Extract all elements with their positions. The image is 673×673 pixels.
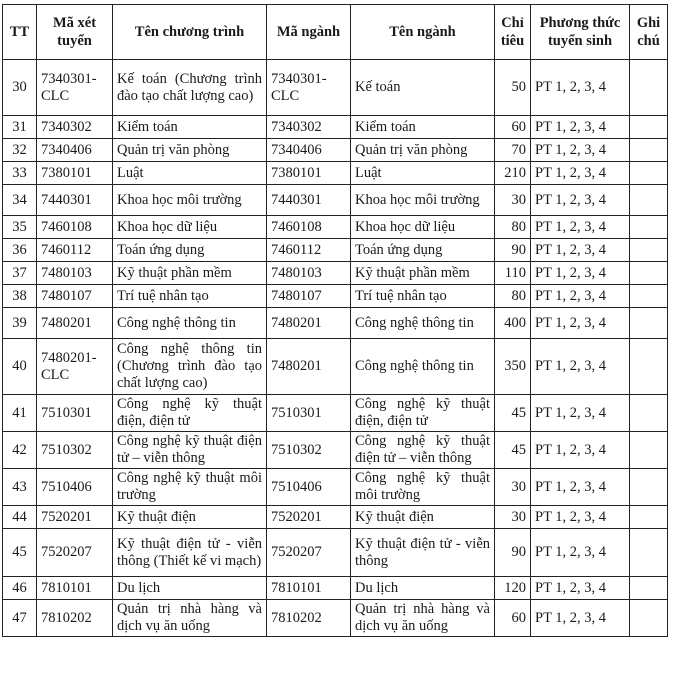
cell-major-name: Khoa học môi trường — [351, 185, 495, 216]
cell-quota: 45 — [495, 432, 531, 469]
cell-quota: 80 — [495, 285, 531, 308]
cell-note — [630, 432, 668, 469]
table-row — [3, 185, 668, 216]
cell-major-code: 7480107 — [267, 285, 351, 308]
cell-major-code: 7460112 — [267, 239, 351, 262]
cell-note — [630, 239, 668, 262]
cell-program-name: Công nghệ thông tin — [113, 308, 267, 339]
cell-program-name: Kỹ thuật phần mềm — [113, 262, 267, 285]
cell-admission-code: 7460108 — [37, 216, 113, 239]
cell-major-name: Toán ứng dụng — [351, 239, 495, 262]
cell-note — [630, 469, 668, 506]
cell-quota: 80 — [495, 216, 531, 239]
cell-admission-code: 7810101 — [37, 577, 113, 600]
table-row — [3, 60, 668, 116]
cell-tt: 40 — [3, 339, 37, 395]
table-row — [3, 395, 668, 432]
cell-major-name: Luật — [351, 162, 495, 185]
cell-quota: 110 — [495, 262, 531, 285]
table-row — [3, 116, 668, 139]
cell-tt: 31 — [3, 116, 37, 139]
cell-tt: 43 — [3, 469, 37, 506]
cell-major-name: Kỹ thuật điện tử - viễn thông — [351, 529, 495, 577]
cell-admission-code: 7520207 — [37, 529, 113, 577]
cell-admission-method: PT 1, 2, 3, 4 — [531, 139, 630, 162]
cell-tt: 45 — [3, 529, 37, 577]
cell-program-name: Công nghệ kỹ thuật điện tử – viễn thông — [113, 432, 267, 469]
cell-tt: 36 — [3, 239, 37, 262]
cell-note — [630, 339, 668, 395]
cell-major-name: Trí tuệ nhân tạo — [351, 285, 495, 308]
cell-tt: 46 — [3, 577, 37, 600]
cell-major-name: Kỹ thuật phần mềm — [351, 262, 495, 285]
cell-note — [630, 60, 668, 116]
cell-admission-method: PT 1, 2, 3, 4 — [531, 308, 630, 339]
cell-admission-code: 7340406 — [37, 139, 113, 162]
cell-tt: 32 — [3, 139, 37, 162]
cell-tt: 30 — [3, 60, 37, 116]
cell-program-name: Khoa học dữ liệu — [113, 216, 267, 239]
cell-major-name: Công nghệ kỹ thuật điện, điện tử — [351, 395, 495, 432]
cell-quota: 60 — [495, 600, 531, 637]
cell-program-name: Kế toán (Chương trình đào tạo chất lượng cao) — [113, 60, 267, 116]
cell-program-name: Kỹ thuật điện — [113, 506, 267, 529]
cell-major-name: Khoa học dữ liệu — [351, 216, 495, 239]
cell-tt: 47 — [3, 600, 37, 637]
header-major-name: Tên ngành — [351, 5, 495, 60]
cell-admission-method: PT 1, 2, 3, 4 — [531, 60, 630, 116]
cell-admission-code: 7340302 — [37, 116, 113, 139]
cell-admission-method: PT 1, 2, 3, 4 — [531, 185, 630, 216]
header-note: Ghi chú — [630, 5, 668, 60]
cell-admission-method: PT 1, 2, 3, 4 — [531, 529, 630, 577]
cell-admission-method: PT 1, 2, 3, 4 — [531, 262, 630, 285]
cell-major-name: Kế toán — [351, 60, 495, 116]
cell-program-name: Luật — [113, 162, 267, 185]
cell-admission-method: PT 1, 2, 3, 4 — [531, 432, 630, 469]
cell-major-name: Công nghệ kỹ thuật điện tử – viễn thông — [351, 432, 495, 469]
cell-tt: 33 — [3, 162, 37, 185]
cell-tt: 37 — [3, 262, 37, 285]
cell-tt: 44 — [3, 506, 37, 529]
table-body — [3, 60, 668, 637]
cell-admission-method: PT 1, 2, 3, 4 — [531, 506, 630, 529]
table-row — [3, 308, 668, 339]
cell-quota: 90 — [495, 239, 531, 262]
admissions-table — [2, 4, 668, 637]
cell-program-name: Toán ứng dụng — [113, 239, 267, 262]
cell-major-code: 7480103 — [267, 262, 351, 285]
cell-note — [630, 529, 668, 577]
cell-note — [630, 139, 668, 162]
cell-quota: 50 — [495, 60, 531, 116]
cell-major-code: 7440301 — [267, 185, 351, 216]
cell-major-name: Quản trị văn phòng — [351, 139, 495, 162]
cell-major-name: Công nghệ thông tin — [351, 339, 495, 395]
table-row — [3, 216, 668, 239]
cell-program-name: Du lịch — [113, 577, 267, 600]
cell-admission-method: PT 1, 2, 3, 4 — [531, 162, 630, 185]
cell-major-name: Công nghệ kỹ thuật môi trường — [351, 469, 495, 506]
cell-major-code: 7810101 — [267, 577, 351, 600]
cell-admission-method: PT 1, 2, 3, 4 — [531, 600, 630, 637]
cell-admission-method: PT 1, 2, 3, 4 — [531, 116, 630, 139]
cell-quota: 70 — [495, 139, 531, 162]
cell-program-name: Công nghệ kỹ thuật môi trường — [113, 469, 267, 506]
cell-admission-code: 7340301-CLC — [37, 60, 113, 116]
cell-note — [630, 308, 668, 339]
cell-admission-code: 7510301 — [37, 395, 113, 432]
cell-admission-code: 7440301 — [37, 185, 113, 216]
cell-admission-code: 7480201 — [37, 308, 113, 339]
table-row — [3, 262, 668, 285]
cell-quota: 30 — [495, 185, 531, 216]
cell-quota: 30 — [495, 506, 531, 529]
cell-major-code: 7810202 — [267, 600, 351, 637]
header-major-code: Mã ngành — [267, 5, 351, 60]
cell-tt: 42 — [3, 432, 37, 469]
cell-program-name: Trí tuệ nhân tạo — [113, 285, 267, 308]
cell-program-name: Kiểm toán — [113, 116, 267, 139]
header-program: Tên chương trình — [113, 5, 267, 60]
table-row — [3, 469, 668, 506]
cell-major-code: 7480201 — [267, 339, 351, 395]
table-row — [3, 139, 668, 162]
cell-admission-code: 7810202 — [37, 600, 113, 637]
header-method: Phương thức tuyển sinh — [531, 5, 630, 60]
cell-note — [630, 506, 668, 529]
cell-admission-code: 7520201 — [37, 506, 113, 529]
cell-major-code: 7340406 — [267, 139, 351, 162]
table-row — [3, 600, 668, 637]
cell-quota: 60 — [495, 116, 531, 139]
cell-quota: 350 — [495, 339, 531, 395]
cell-quota: 120 — [495, 577, 531, 600]
cell-admission-code: 7460112 — [37, 239, 113, 262]
table-row — [3, 506, 668, 529]
cell-major-name: Công nghệ thông tin — [351, 308, 495, 339]
cell-major-code: 7460108 — [267, 216, 351, 239]
cell-tt: 41 — [3, 395, 37, 432]
cell-program-name: Khoa học môi trường — [113, 185, 267, 216]
cell-admission-method: PT 1, 2, 3, 4 — [531, 577, 630, 600]
header-code: Mã xét tuyển — [37, 5, 113, 60]
cell-admission-code: 7510302 — [37, 432, 113, 469]
cell-major-name: Kỹ thuật điện — [351, 506, 495, 529]
cell-major-code: 7510406 — [267, 469, 351, 506]
cell-admission-code: 7480103 — [37, 262, 113, 285]
cell-program-name: Công nghệ thông tin (Chương trình đào tạo chất lượng cao) — [113, 339, 267, 395]
cell-major-name: Quản trị nhà hàng và dịch vụ ăn uống — [351, 600, 495, 637]
cell-program-name: Quản trị nhà hàng và dịch vụ ăn uống — [113, 600, 267, 637]
table-row — [3, 239, 668, 262]
cell-note — [630, 577, 668, 600]
table-header-row — [3, 5, 668, 60]
cell-program-name: Kỹ thuật điện tử - viễn thông (Thiết kế vi mạch) — [113, 529, 267, 577]
cell-admission-method: PT 1, 2, 3, 4 — [531, 395, 630, 432]
cell-major-name: Du lịch — [351, 577, 495, 600]
cell-quota: 210 — [495, 162, 531, 185]
cell-admission-method: PT 1, 2, 3, 4 — [531, 339, 630, 395]
cell-note — [630, 395, 668, 432]
table-row — [3, 577, 668, 600]
cell-admission-method: PT 1, 2, 3, 4 — [531, 469, 630, 506]
cell-tt: 39 — [3, 308, 37, 339]
cell-admission-code: 7480107 — [37, 285, 113, 308]
header-quota: Chỉ tiêu — [495, 5, 531, 60]
cell-major-code: 7520201 — [267, 506, 351, 529]
cell-note — [630, 185, 668, 216]
cell-major-code: 7380101 — [267, 162, 351, 185]
cell-quota: 400 — [495, 308, 531, 339]
cell-major-code: 7520207 — [267, 529, 351, 577]
cell-major-code: 7510301 — [267, 395, 351, 432]
cell-major-code: 7480201 — [267, 308, 351, 339]
cell-major-code: 7340302 — [267, 116, 351, 139]
cell-admission-method: PT 1, 2, 3, 4 — [531, 216, 630, 239]
cell-admission-method: PT 1, 2, 3, 4 — [531, 285, 630, 308]
cell-quota: 90 — [495, 529, 531, 577]
cell-quota: 45 — [495, 395, 531, 432]
cell-quota: 30 — [495, 469, 531, 506]
cell-admission-code: 7510406 — [37, 469, 113, 506]
cell-note — [630, 216, 668, 239]
cell-note — [630, 162, 668, 185]
table-row — [3, 529, 668, 577]
header-tt: TT — [3, 5, 37, 60]
cell-program-name: Quản trị văn phòng — [113, 139, 267, 162]
cell-program-name: Công nghệ kỹ thuật điện, điện tử — [113, 395, 267, 432]
cell-major-code: 7510302 — [267, 432, 351, 469]
cell-major-name: Kiểm toán — [351, 116, 495, 139]
table-row — [3, 285, 668, 308]
cell-admission-method: PT 1, 2, 3, 4 — [531, 239, 630, 262]
cell-note — [630, 285, 668, 308]
table-row — [3, 432, 668, 469]
cell-note — [630, 600, 668, 637]
cell-admission-code: 7480201-CLC — [37, 339, 113, 395]
table-row — [3, 339, 668, 395]
cell-note — [630, 262, 668, 285]
cell-tt: 34 — [3, 185, 37, 216]
cell-admission-code: 7380101 — [37, 162, 113, 185]
table-row — [3, 162, 668, 185]
cell-note — [630, 116, 668, 139]
cell-major-code: 7340301-CLC — [267, 60, 351, 116]
cell-tt: 35 — [3, 216, 37, 239]
cell-tt: 38 — [3, 285, 37, 308]
